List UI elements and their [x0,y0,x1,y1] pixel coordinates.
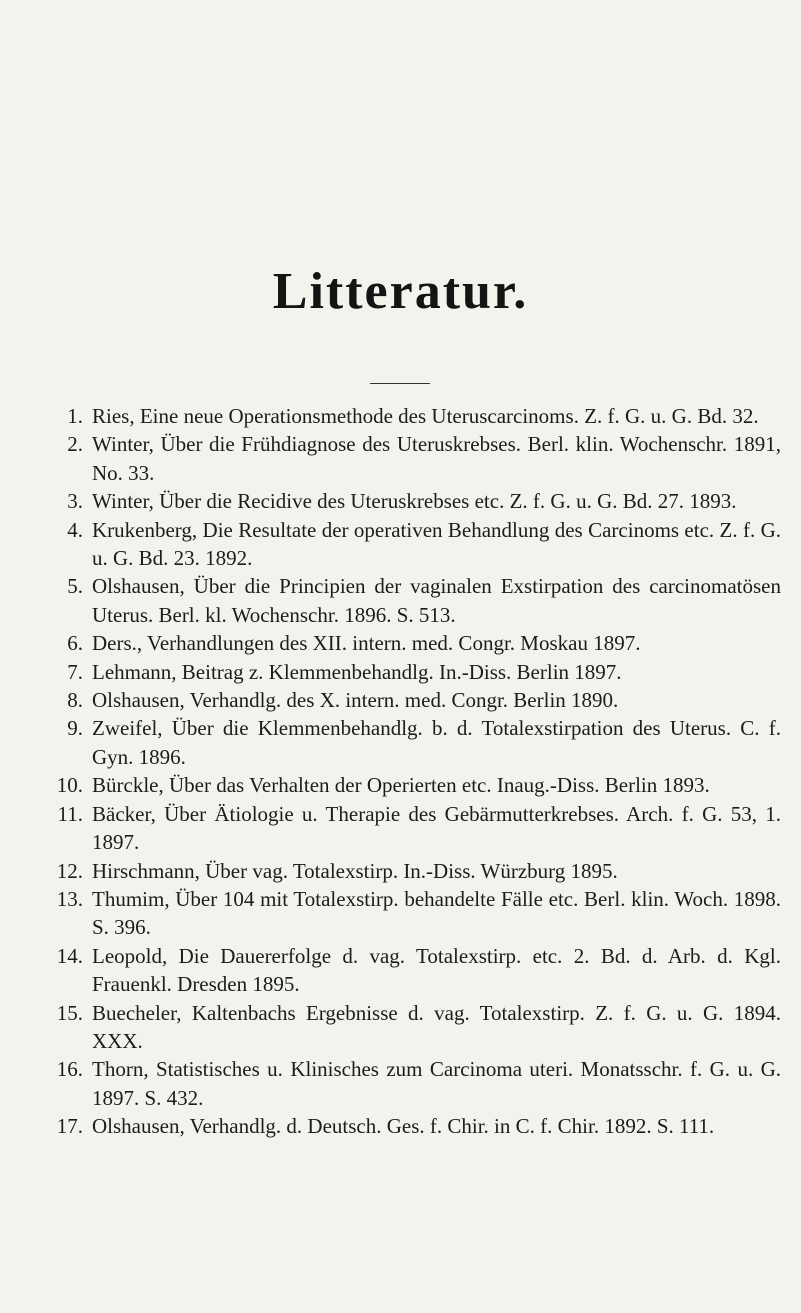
reference-text: Winter, Über die Frühdiagnose des Uteruskrebses. Berl. klin. Wochenschr. 1891, No. 33. [92,432,781,485]
reference-number: 14. [56,943,83,968]
reference-number: 2. [67,432,83,457]
reference-text: Ders., Verhandlungen des XII. intern. med. Congr. Moskau 1897. [92,631,641,656]
reference-list [0,402,801,1141]
reference-item [0,999,801,1056]
reference-item [0,942,801,999]
reference-item [0,658,801,686]
reference-text: Leopold, Die Dauererfolge d. vag. Totalexstirp. etc. 2. Bd. d. Arb. d. Kgl. Frauenkl. Dresden 1895. [92,943,781,997]
reference-number: 5. [67,574,83,599]
reference-text: Ries, Eine neue Operationsmethode des Uteruscarcinoms. Z. f. G. u. G. Bd. 32. [92,404,759,428]
reference-text: Krukenberg, Die Resultate der operativen Behandlung des Carcinoms etc. Z. f. G. u. G. Bd. 23. 1892. [92,517,781,571]
reference-number: 1. [67,404,83,428]
page-title: Litteratur. [272,263,529,320]
reference-item [0,885,801,942]
reference-text: Lehmann, Beitrag z. Klemmenbehandlg. In.-Diss. Berlin 1897. [92,659,622,684]
reference-item [0,714,801,771]
reference-number: 17. [56,1114,83,1139]
reference-item [0,771,801,799]
reference-text: Olshausen, Verhandlg. d. Deutsch. Ges. f. Chir. in C. f. Chir. 1892. S. 111. [92,1114,715,1139]
reference-item [0,1055,801,1112]
reference-number: 11. [57,801,83,826]
reference-item [0,516,801,573]
reference-text: Buecheler, Kaltenbachs Ergebnisse d. vag. Totalexstirp. Z. f. G. u. G. 1894. XXX. [92,1000,781,1053]
reference-number: 4. [67,517,83,542]
reference-number: 6. [67,631,83,656]
reference-item [0,402,801,430]
reference-text: Thorn, Statistisches u. Klinisches zum Carcinoma uteri. Monatsschr. f. G. u. G. 1897. S. 432. [92,1057,781,1110]
reference-text: Thumim, Über 104 mit Totalexstirp. behandelte Fälle etc. Berl. klin. Woch. 1898. S. 396. [92,886,781,940]
reference-text: Olshausen, Verhandlg. des X. intern. med. Congr. Berlin 1890. [92,688,619,713]
reference-item [0,1112,801,1140]
reference-item [0,857,801,885]
reference-item [0,800,801,857]
reference-item [0,686,801,714]
reference-text: Bäcker, Über Ätiologie u. Therapie des Gebärmutterkrebses. Arch. f. G. 53, 1. 1897. [92,801,781,855]
reference-text: Winter, Über die Recidive des Uteruskrebses etc. Z. f. G. u. G. Bd. 27. 1893. [92,489,737,514]
reference-item [0,629,801,657]
reference-text: Bürckle, Über das Verhalten der Operierten etc. Inaug.-Diss. Berlin 1893. [92,773,710,798]
reference-number: 8. [67,688,83,713]
reference-number: 16. [56,1057,83,1082]
reference-number: 12. [56,858,83,883]
title-divider [370,383,430,384]
reference-number: 3. [67,489,83,514]
reference-number: 9. [67,716,83,741]
reference-text: Zweifel, Über die Klemmenbehandlg. b. d. Totalexstirpation des Uterus. C. f. Gyn. 1896. [92,716,781,769]
reference-item [0,487,801,515]
reference-number: 7. [67,659,83,684]
reference-item [0,430,801,487]
reference-item [0,572,801,629]
reference-number: 13. [56,886,83,911]
reference-text: Hirschmann, Über vag. Totalexstirp. In.-Diss. Würzburg 1895. [92,858,618,883]
reference-number: 15. [56,1000,83,1025]
reference-number: 10. [56,773,83,798]
reference-text: Olshausen, Über die Principien der vaginalen Exstirpation des carcinomatösen Uterus. Berl. kl. Wochenschr. 1896. S. 513. [92,574,781,627]
